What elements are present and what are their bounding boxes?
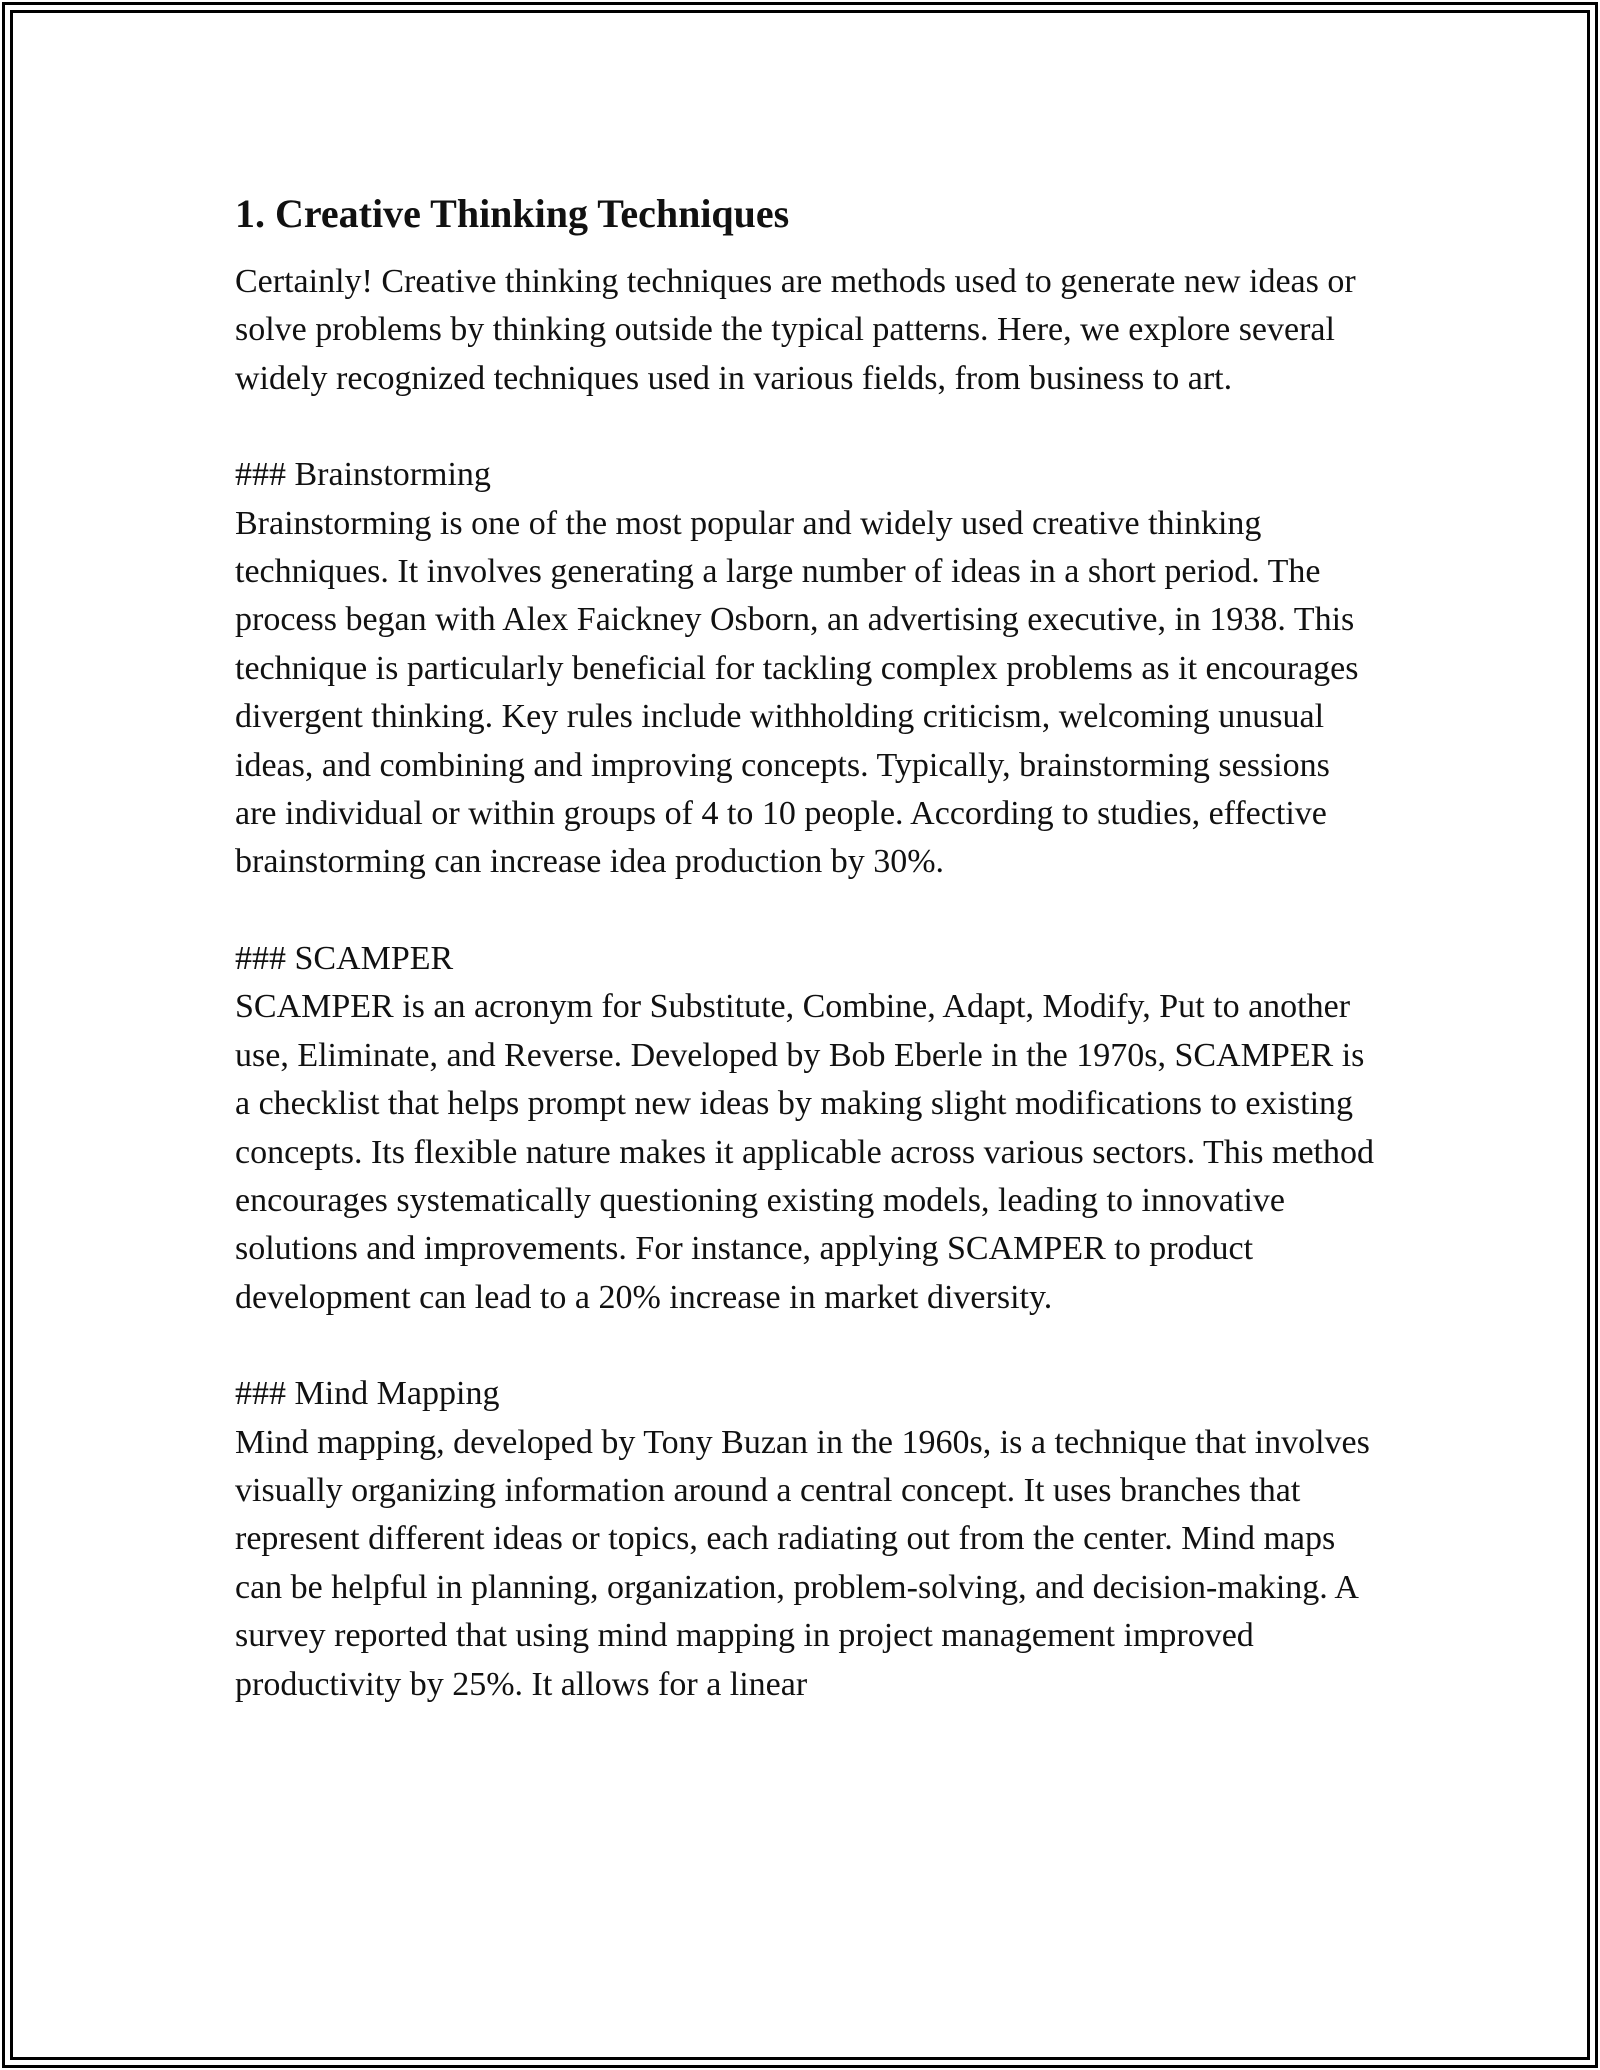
section-body: SCAMPER is an acronym for Substitute, Combine, Adapt, Modify, Put to another use, Eliminate, and Reverse. Developed by Bob Eberle in the 1970s, SCAMPER is a checklist that helps prompt new ideas by making slight modifications to existing concepts. Its flexible nature makes it applicable across various sectors. This method encourages systematically questioning existing models, leading to innovative solutions and improvements. For instance, applying SCAMPER to product development can lead to a 20% increase in market diversity. [235,988,1374,1316]
section-heading: ### SCAMPER [235,939,454,977]
section-scamper [235,935,1375,1322]
section-heading: ### Brainstorming [235,456,491,494]
section-mind-mapping [235,1370,1375,1709]
section-body: Brainstorming is one of the most popular and widely used creative thinking techniques. It involves generating a large number of ideas in a short period. The process began with Alex Faickney Osborn, an advertising executive, in 1938. This technique is particularly beneficial for tackling complex problems as it encourages divergent thinking. Key rules include withholding criticism, welcoming unusual ideas, and combining and improving concepts. Typically, brainstorming sessions are individual or within groups of 4 to 10 people. According to studies, effective brainstorming can increase idea production by 30%. [235,504,1359,881]
section-heading: ### Mind Mapping [235,1375,500,1413]
document-content [235,186,1375,1709]
section-body: Mind mapping, developed by Tony Buzan in the 1960s, is a technique that involves visually organizing information around a central concept. It uses branches that represent different ideas or topics, each radiating out from the center. Mind maps can be helpful in planning, organization, problem-solving, and decision-making. A survey reported that using mind mapping in project management improved productivity by 25%. It allows for a linear [235,1423,1370,1703]
section-brainstorming [235,451,1375,887]
document-title: 1. Creative Thinking Techniques [235,191,790,236]
intro-paragraph: Certainly! Creative thinking techniques are methods used to generate new ideas or solve problems by thinking outside the typical patterns. Here, we explore several widely recognized techniques used in various fields, from business to art. [235,263,1356,397]
